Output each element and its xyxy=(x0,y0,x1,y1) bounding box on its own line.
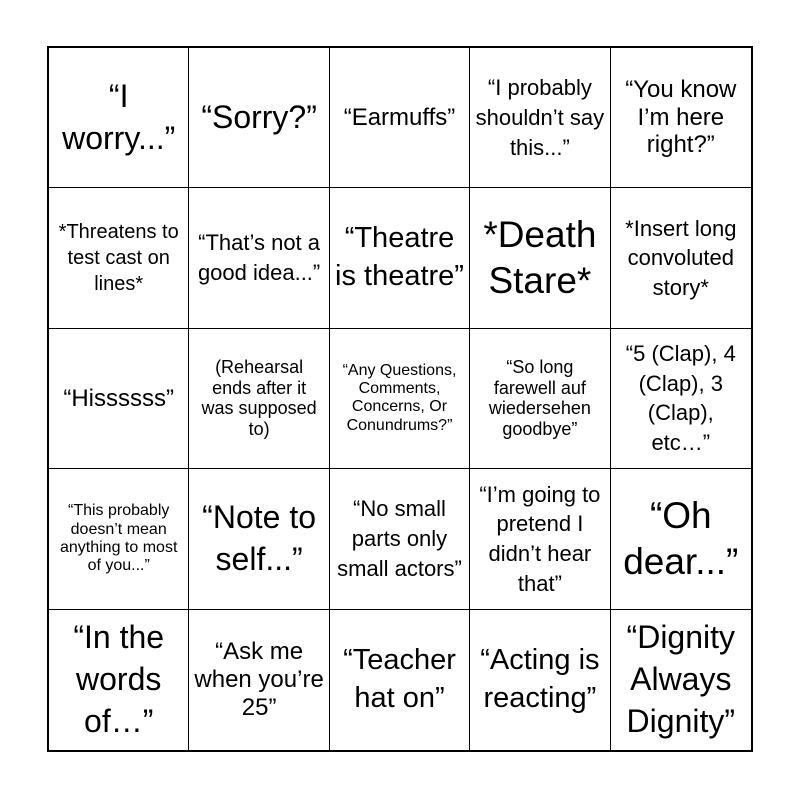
cell-text: “I worry...” xyxy=(62,78,176,156)
cell-text: “Dignity Always Dignity” xyxy=(626,619,736,739)
bingo-cell[interactable] xyxy=(49,188,189,328)
bingo-cell[interactable] xyxy=(49,610,189,750)
cell-text: *Threatens to test cast on lines* xyxy=(58,221,179,296)
cell-text: “Theatre is theatre” xyxy=(335,222,464,293)
bingo-cell[interactable] xyxy=(611,188,751,328)
cell-text: “Sorry?” xyxy=(201,98,317,135)
bingo-cell[interactable] xyxy=(189,469,329,609)
cell-text: “Teacher hat on” xyxy=(343,644,456,714)
bingo-cell[interactable] xyxy=(470,329,610,469)
cell-text: “You know I’m here right?” xyxy=(625,76,737,159)
bingo-cell[interactable] xyxy=(330,188,470,328)
cell-text: “I’m going to pretend I didn’t hear that” xyxy=(479,481,601,596)
bingo-cell[interactable] xyxy=(189,329,329,469)
bingo-board xyxy=(47,46,753,752)
cell-text: “That’s not a good idea...” xyxy=(197,230,321,286)
bingo-cell[interactable] xyxy=(330,48,470,188)
bingo-cell[interactable] xyxy=(470,610,610,750)
bingo-cell[interactable] xyxy=(470,469,610,609)
bingo-cell[interactable] xyxy=(189,48,329,188)
cell-text: *Insert long convoluted story* xyxy=(625,215,737,300)
bingo-cell[interactable] xyxy=(189,188,329,328)
bingo-cell[interactable] xyxy=(49,48,189,188)
cell-text: “Earmuffs” xyxy=(343,103,456,131)
cell-text: (Rehearsal ends after it was supposed to) xyxy=(201,357,317,440)
bingo-cell[interactable] xyxy=(611,469,751,609)
cell-text: “Acting is reacting” xyxy=(480,644,600,714)
bingo-cell[interactable] xyxy=(330,610,470,750)
cell-text: “No small parts only small actors” xyxy=(337,496,462,581)
cell-text: “Any Questions, Comments, Concerns, Or Conundrums?” xyxy=(342,361,457,434)
bingo-cell[interactable] xyxy=(611,610,751,750)
bingo-cell[interactable] xyxy=(330,329,470,469)
bingo-cell[interactable] xyxy=(189,610,329,750)
cell-text: “Oh dear...” xyxy=(623,494,739,582)
cell-text: “This probably doesn’t mean anything to most of you...” xyxy=(59,502,178,575)
cell-text: “Hissssss” xyxy=(63,384,175,412)
cell-text: “I probably shouldn’t say this...” xyxy=(475,75,605,160)
bingo-cell[interactable] xyxy=(49,469,189,609)
cell-text: *Death Stare* xyxy=(483,213,597,302)
bingo-cell[interactable] xyxy=(470,188,610,328)
bingo-cell[interactable] xyxy=(611,329,751,469)
cell-text: “Ask me when you’re 25” xyxy=(194,638,324,721)
bingo-cell[interactable] xyxy=(330,469,470,609)
cell-text: “So long farewell auf wiedersehen goodbye” xyxy=(488,357,591,440)
cell-text: “In the words of…” xyxy=(73,619,165,739)
bingo-cell[interactable] xyxy=(611,48,751,188)
cell-text: “Note to self...” xyxy=(202,499,316,577)
bingo-cell[interactable] xyxy=(49,329,189,469)
bingo-cell[interactable] xyxy=(470,48,610,188)
cell-text: “5 (Clap), 4 (Clap), 3 (Clap), etc…” xyxy=(625,341,736,456)
